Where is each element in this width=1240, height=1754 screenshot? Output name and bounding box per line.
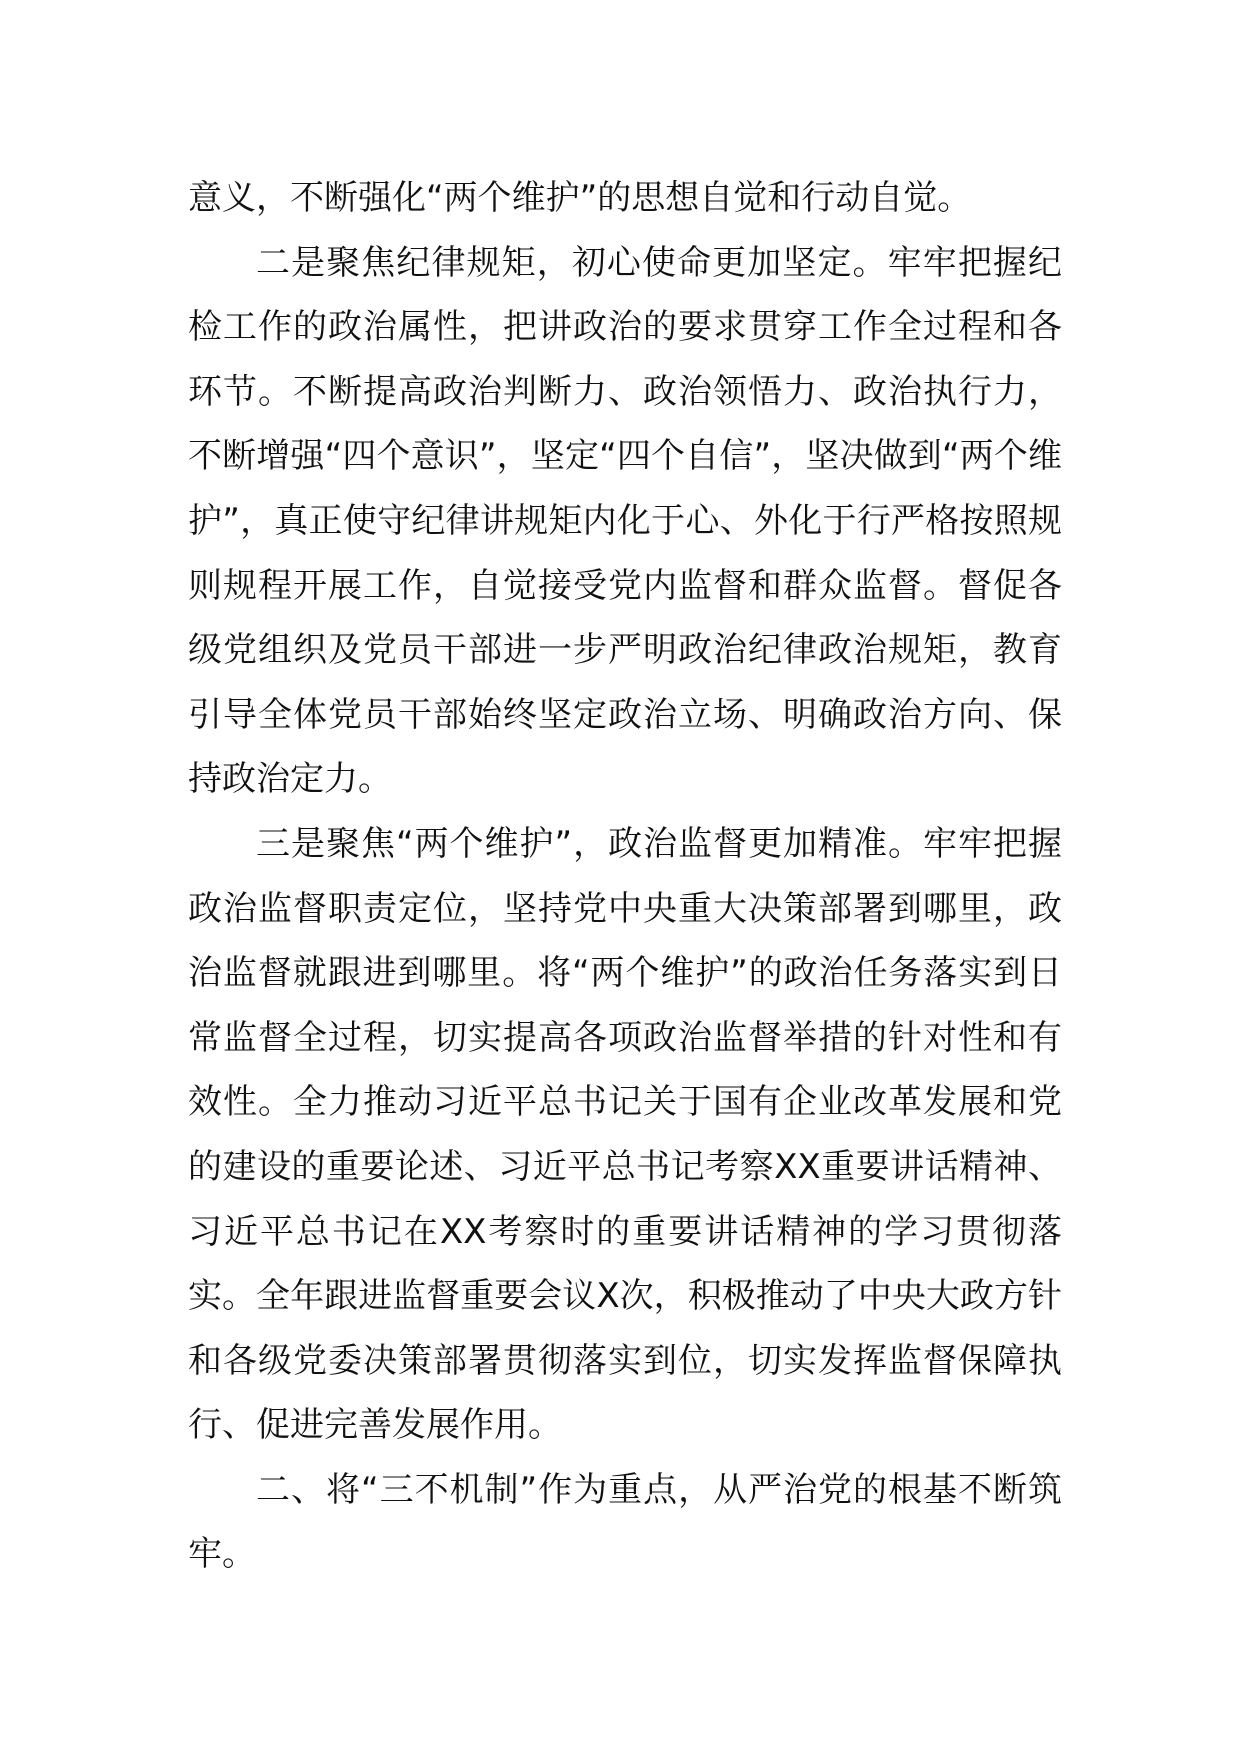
paragraph-continuation: 意义，不断强化“两个维护”的思想自觉和行动自觉。 bbox=[188, 178, 972, 218]
document-body bbox=[188, 166, 1062, 1587]
section-heading-three-no-mechanism: 二、将“三不机制”作为重点，从严治党的根基不断筑牢。 bbox=[188, 1469, 1062, 1575]
paragraph-discipline-rules: 二是聚焦纪律规矩，初心使命更加坚定。牢牢把握纪检工作的政治属性，把讲政治的要求贯穿工作全过程和各环节。不断提高政治判断力、政治领悟力、政治执行力，不断增强“四个意识”，坚定“四个自信”，坚决做到“两个维护”，真正使守纪律讲规矩内化于心、外化于行严格按照规则规程开展工作，自觉接受党内监督和群众监督。督促各级党组织及党员干部进一步严明政治纪律政治规矩，教育引导全体党员干部始终坚定政治立场、明确政治方向、保持政治定力。 bbox=[188, 242, 1062, 800]
paragraph-political-supervision: 三是聚焦“两个维护”，政治监督更加精准。牢牢把握政治监督职责定位，坚持党中央重大决策部署到哪里，政治监督就跟进到哪里。将“两个维护”的政治任务落实到日常监督全过程，切实提高各项政治监督举措的针对性和有效性。全力推动习近平总书记关于国有企业改革发展和党的建设的重要论述、习近平总书记考察XX重要讲话精神、习近平总书记在XX考察时的重要讲话精神的学习贯彻落实。全年跟进监督重要会议X次，积极推动了中央大政方针和各级党委决策部署贯彻落实到位，切实发挥监督保障执行、促进完善发展作用。 bbox=[188, 823, 1062, 1446]
